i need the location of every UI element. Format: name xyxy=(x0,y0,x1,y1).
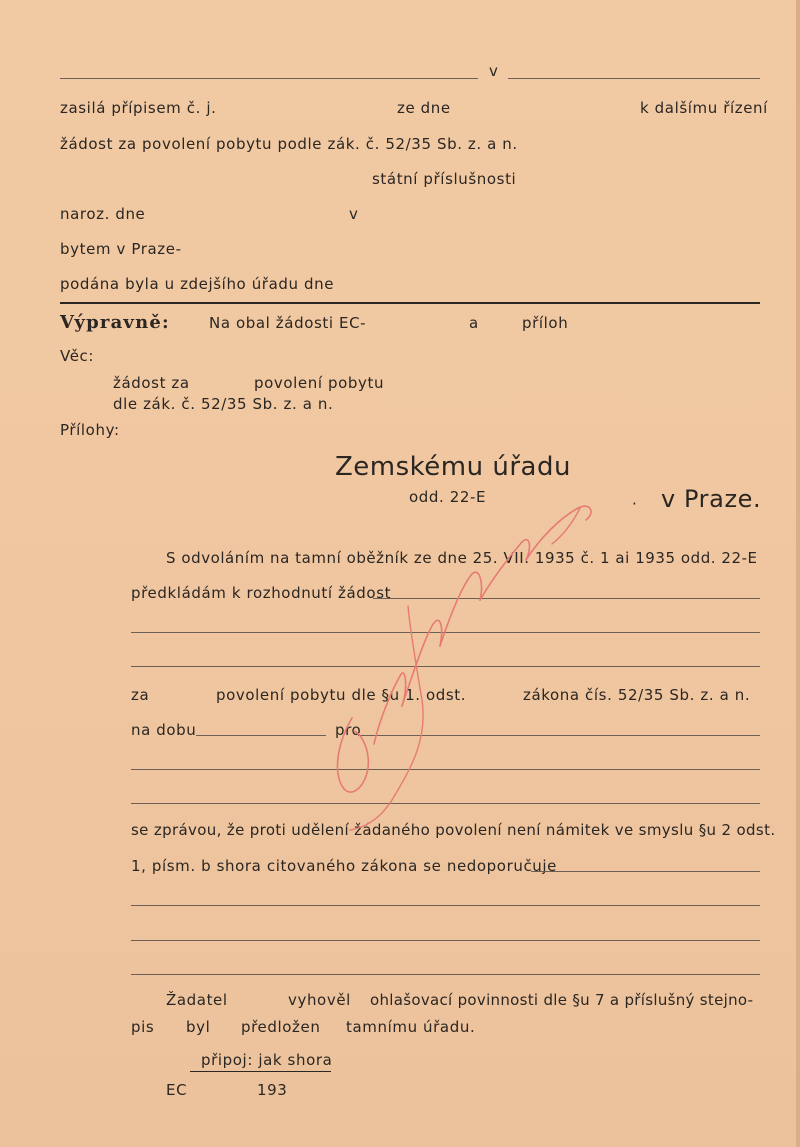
subject-law: dle zák. č. 52/35 Sb. z. a n. xyxy=(113,395,334,413)
was-label: byl xyxy=(186,1018,211,1036)
duration-label: na dobu xyxy=(131,721,197,739)
office-label: tamnímu úřadu. xyxy=(346,1018,476,1036)
permit-section: povolení pobytu dle §u 1. odst. xyxy=(216,686,467,704)
fill-line xyxy=(131,940,760,941)
fill-line xyxy=(131,769,760,770)
fill-line xyxy=(131,905,760,906)
submitted-footer: předložen xyxy=(241,1018,321,1036)
body-submit-line: předkládám k rozhodnutí žádost xyxy=(131,584,392,602)
notification-duty: ohlašovací povinnosti dle §u 7 a příslušný stejno- xyxy=(370,991,754,1009)
application-line: žádost za povolení pobytu podle zák. č. 52/35 Sb. z. a n. xyxy=(60,135,518,153)
body-circular-line: S odvoláním na tamní oběžník ze dne 25. VII. 1935 č. 1 ai 1935 odd. 22-E xyxy=(166,549,758,567)
section-divider xyxy=(60,302,760,304)
vypravne-cover: Na obal žádosti EC- xyxy=(209,314,367,332)
submitted-label: podána byla u zdejšího úřadu dne xyxy=(60,275,335,293)
addressee-name: Zemskému úřadu xyxy=(335,452,571,482)
fill-line xyxy=(373,598,760,599)
birth-place-label: v xyxy=(349,205,359,223)
addressee-city: v Praze. xyxy=(661,485,762,513)
vypravne-heading: Výpravně: xyxy=(60,312,170,333)
permit-law: zákona čís. 52/35 Sb. z. a n. xyxy=(523,686,751,704)
addressee-dept: odd. 22-E xyxy=(409,488,487,506)
applicant-label: Žadatel xyxy=(166,991,228,1009)
subject-permit: povolení pobytu xyxy=(254,374,385,392)
fill-line xyxy=(131,974,760,975)
report-line: se zprávou, že proti udělení žádaného povolení není námitek ve smyslu §u 2 odst. xyxy=(131,821,776,839)
top-v-marker: v xyxy=(489,62,499,80)
fill-line xyxy=(358,735,760,736)
attachments-label: Přílohy: xyxy=(60,421,120,439)
attach-note: připoj: jak shora xyxy=(201,1051,333,1069)
birth-date-label: naroz. dne xyxy=(60,205,146,223)
complied-label: vyhověl xyxy=(288,991,351,1009)
attach-underline xyxy=(190,1071,331,1072)
fill-line xyxy=(131,632,760,633)
addressee-dot: · xyxy=(632,495,638,513)
fill-line xyxy=(131,803,760,804)
fill-line xyxy=(131,666,760,667)
sender-line-ref: zasilá přípisem č. j. xyxy=(60,99,217,117)
top-rule-right xyxy=(508,78,760,79)
copy-label: pis xyxy=(131,1018,155,1036)
top-rule-left xyxy=(60,78,478,79)
permit-for: za xyxy=(131,686,150,704)
paper-edge xyxy=(796,0,800,1147)
year-label: 193 xyxy=(257,1081,288,1099)
vypravne-attachments: příloh xyxy=(522,314,569,332)
sender-line-further: k dalšímu řízení xyxy=(640,99,768,117)
fill-line xyxy=(196,735,326,736)
recommendation-line: 1, písm. b shora citovaného zákona se nedoporučuje xyxy=(131,857,558,875)
residence-label: bytem v Praze- xyxy=(60,240,182,258)
ec-label: EC xyxy=(166,1081,188,1099)
citizenship-label: státní příslušnosti xyxy=(372,170,517,188)
vypravne-and: a xyxy=(469,314,479,332)
purpose-label: pro xyxy=(335,721,362,739)
fill-line xyxy=(531,871,760,872)
subject-label: Věc: xyxy=(60,347,95,365)
subject-application: žádost za xyxy=(113,374,190,392)
sender-line-date: ze dne xyxy=(397,99,451,117)
